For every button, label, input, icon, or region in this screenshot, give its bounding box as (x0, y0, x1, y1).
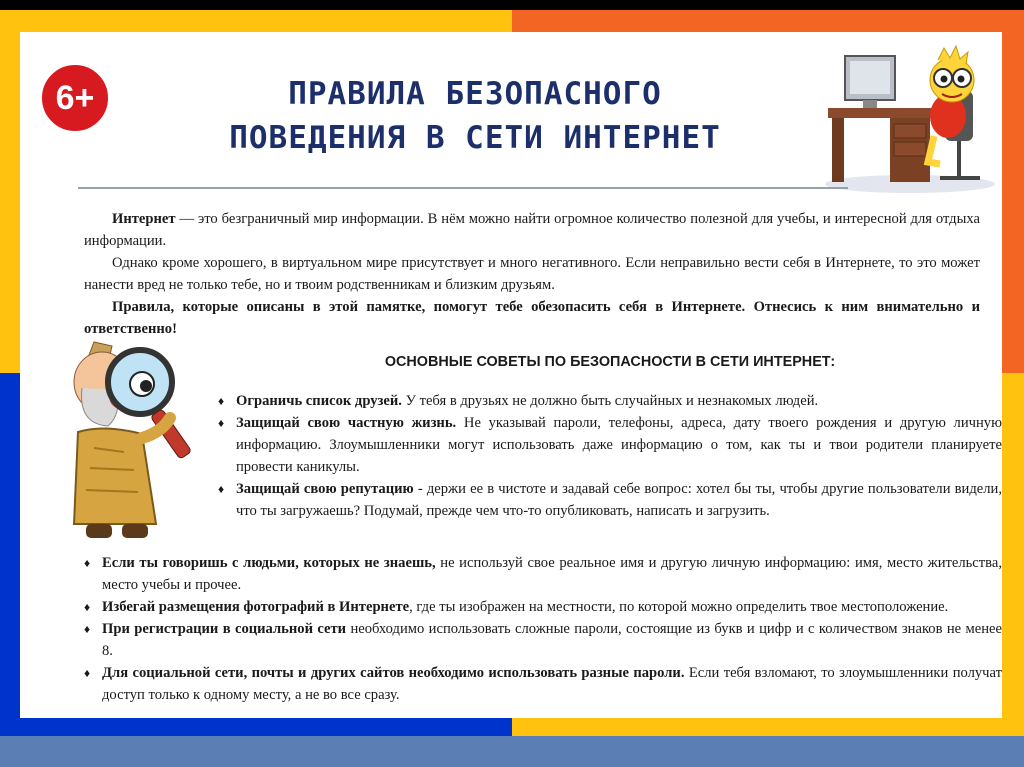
bottom-bar (0, 736, 1024, 767)
poster-sheet (20, 32, 1002, 718)
intro-bold-3: Правила, которые описаны в этой памятке, помогут тебе обезопасить себя в Интернете. Отнесись к ним внимательно и ответственно! (84, 299, 980, 337)
title-line-2: ПОВЕДЕНИЯ В СЕТИ ИНТЕРНЕТ (229, 120, 721, 156)
tip-title: Если ты говоришь с людьми, которых не знаешь, (102, 555, 436, 571)
tip-item (216, 478, 1002, 522)
bullet-icon: ♦ (84, 666, 91, 680)
tip-title: При регистрации в социальной сети (102, 621, 347, 637)
tip-text: Не указывай пароли, телефоны, адреса, дату твоего рождения и другую личную информацию. Злоумышленники могут использовать даже информацию о том, как ты и твои родители планируете провести каникулы. (236, 415, 1002, 475)
tip-text: , где ты изображен на местности, по которой можно определить твое местоположение. (409, 599, 949, 615)
title-line-1: ПРАВИЛА БЕЗОПАСНОГО (288, 76, 662, 112)
intro-paragraph-1 (84, 208, 980, 252)
tip-item (82, 596, 1002, 618)
detective-magnifier-cartoon-icon (64, 328, 204, 548)
intro-section (84, 208, 980, 340)
intro-text-2: Однако кроме хорошего, в виртуальном мире присутствует и много негативного. Если неправильно вести себя в Интернете, то это может нанести вред не только тебе, но и твоим родственникам и близким друзьям. (84, 255, 980, 293)
bullet-icon: ♦ (218, 416, 225, 430)
tip-text: Если тебя взломают, то злоумышленники получат доступ только к одному месту, а не во все сразу. (102, 665, 1003, 703)
intro-paragraph-2 (84, 252, 980, 296)
tip-title: Защищай свою репутацию (236, 481, 414, 497)
bullet-icon: ♦ (84, 556, 91, 570)
tip-item (82, 662, 1002, 706)
age-badge: 6+ (39, 62, 111, 134)
tip-text: - держи ее в чистоте и задавай себе вопрос: хотел бы ты, чтобы другие пользователи видели, что ты загружаешь? Подумай, прежде чем что-то опубликовать, написать и загрузить. (236, 481, 1002, 519)
page-title (130, 72, 820, 160)
tip-title: Ограничь список друзей. (236, 393, 402, 409)
tip-title: Избегай размещения фотографий в Интернете (102, 599, 410, 615)
bullet-icon: ♦ (218, 482, 225, 496)
tip-title: Защищай свою частную жизнь. (236, 415, 457, 431)
title-divider (78, 187, 848, 189)
bullet-icon: ♦ (218, 394, 225, 408)
tips-list-lower (82, 552, 1002, 706)
bullet-icon: ♦ (84, 622, 91, 636)
tips-list-upper (216, 390, 1002, 522)
tip-text: необходимо использовать сложные пароли, состоящие из букв и цифр и с количеством знаков не менее 8. (102, 621, 1002, 659)
intro-text-1: — это безграничный мир информации. В нём можно найти огромное количество полезной для учебы, и интересной для отдыха информации. (84, 211, 980, 249)
bullet-icon: ♦ (84, 600, 91, 614)
tip-item (216, 412, 1002, 478)
tip-text: не используй свое реальное имя и другую личную информацию: имя, место жительства, место учебы и прочее. (102, 555, 1002, 593)
computer-desk-cartoon-icon (810, 36, 1000, 196)
tip-text: У тебя в друзьях не должно быть случайных и незнакомых людей. (401, 393, 819, 409)
intro-bold-1: Интернет (112, 211, 176, 227)
tip-item (216, 390, 1002, 412)
tip-item (82, 552, 1002, 596)
tips-heading: ОСНОВНЫЕ СОВЕТЫ ПО БЕЗОПАСНОСТИ В СЕТИ ИНТЕРНЕТ: (384, 354, 836, 370)
tip-title: Для социальной сети, почты и других сайтов необходимо использовать разные пароли. (102, 665, 685, 681)
tip-item (82, 618, 1002, 662)
intro-paragraph-3 (84, 296, 980, 340)
